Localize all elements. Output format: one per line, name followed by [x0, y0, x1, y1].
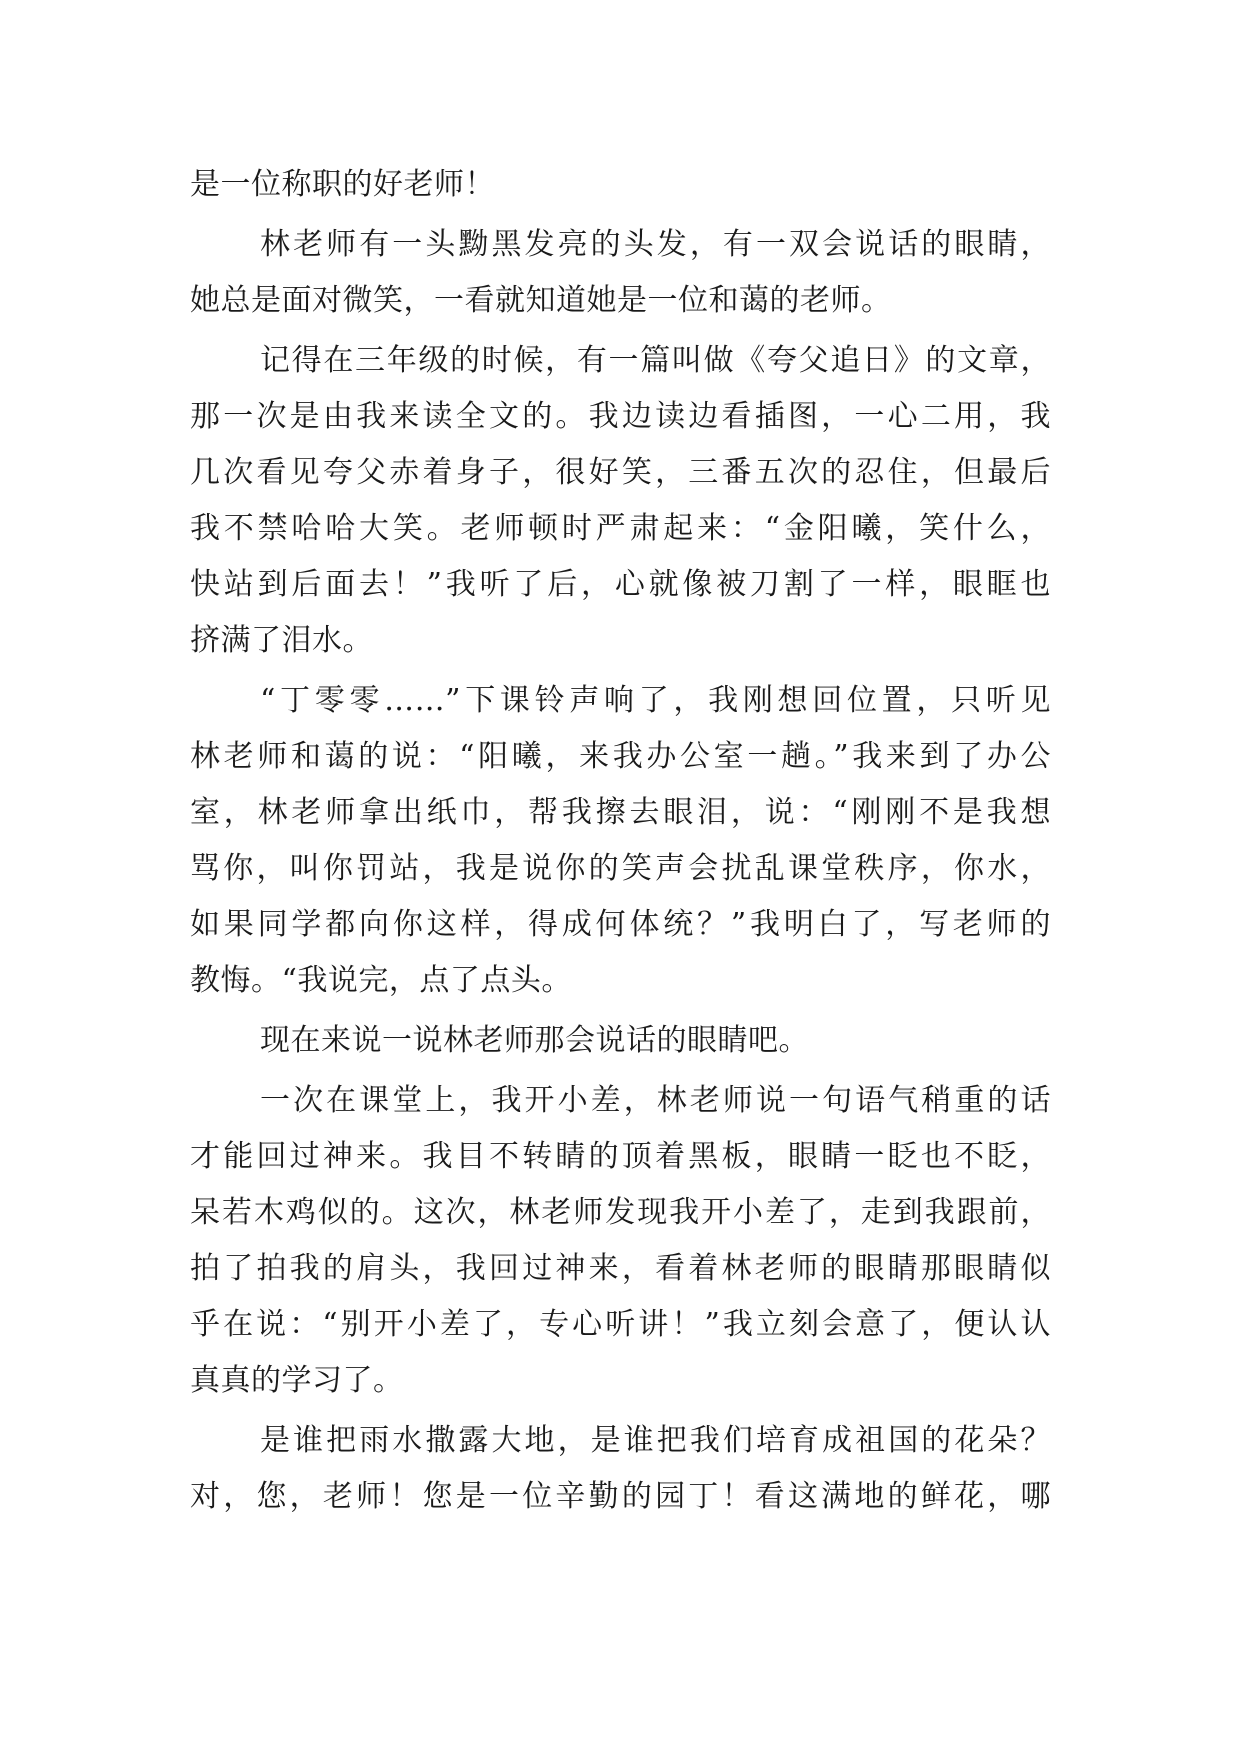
paragraph	[190, 1013, 1051, 1069]
text-line: 骂你，叫你罚站，我是说你的笑声会扰乱课堂秩序，你水，	[190, 851, 1051, 886]
text-line: 室，林老师拿出纸巾，帮我擦去眼泪，说：“刚刚不是我想	[190, 795, 1051, 830]
text-line: 对，您，老师！您是一位辛勤的园丁！看这满地的鲜花，哪	[190, 1479, 1051, 1514]
text-line: 教悔。“我说完，点了点头。	[190, 963, 572, 998]
text-line: 一次在课堂上，我开小差，林老师说一句语气稍重的话	[260, 1083, 1051, 1118]
text-line: 是谁把雨水撒露大地，是谁把我们培育成祖国的花朵？	[260, 1423, 1051, 1458]
text-line: 几次看见夸父赤着身子，很好笑，三番五次的忍住，但最后	[190, 455, 1051, 490]
paragraph-continued	[190, 157, 1051, 213]
text-line: 乎在说：“别开小差了，专心听讲！”我立刻会意了，便认认	[190, 1307, 1051, 1342]
text-line: “丁零零……”下课铃声响了，我刚想回位置，只听见	[260, 683, 1051, 718]
text-line: 现在来说一说林老师那会说话的眼睛吧。	[260, 1023, 809, 1058]
text-line: 那一次是由我来读全文的。我边读边看插图，一心二用，我	[190, 399, 1051, 434]
paragraph	[190, 673, 1051, 1009]
text-line: 挤满了泪水。	[190, 623, 373, 658]
text-line: 如果同学都向你这样，得成何体统？”我明白了，写老师的	[190, 907, 1051, 942]
paragraph	[190, 333, 1051, 669]
paragraph	[190, 217, 1051, 329]
text-line: 拍了拍我的肩头，我回过神来，看着林老师的眼睛那眼睛似	[190, 1251, 1051, 1286]
document-body	[190, 157, 1051, 1525]
text-line: 真真的学习了。	[190, 1363, 404, 1398]
paragraph	[190, 1073, 1051, 1409]
text-line: 快站到后面去！”我听了后，心就像被刀割了一样，眼眶也	[190, 567, 1051, 602]
text-line: 才能回过神来。我目不转睛的顶着黑板，眼睛一眨也不眨，	[190, 1139, 1051, 1174]
text-line: 我不禁哈哈大笑。老师顿时严肃起来：“金阳曦，笑什么，	[190, 511, 1051, 546]
text-line: 她总是面对微笑，一看就知道她是一位和蔼的老师。	[190, 283, 892, 318]
text-line: 林老师有一头黝黑发亮的头发，有一双会说话的眼睛，	[260, 227, 1051, 262]
text-line: 林老师和蔼的说：“阳曦，来我办公室一趟。”我来到了办公	[190, 739, 1051, 774]
text-line: 是一位称职的好老师！	[190, 167, 495, 202]
text-line: 呆若木鸡似的。这次，林老师发现我开小差了，走到我跟前，	[190, 1195, 1051, 1230]
paragraph-continues	[190, 1413, 1051, 1525]
text-line: 记得在三年级的时候，有一篇叫做《夸父追日》的文章，	[260, 343, 1051, 378]
